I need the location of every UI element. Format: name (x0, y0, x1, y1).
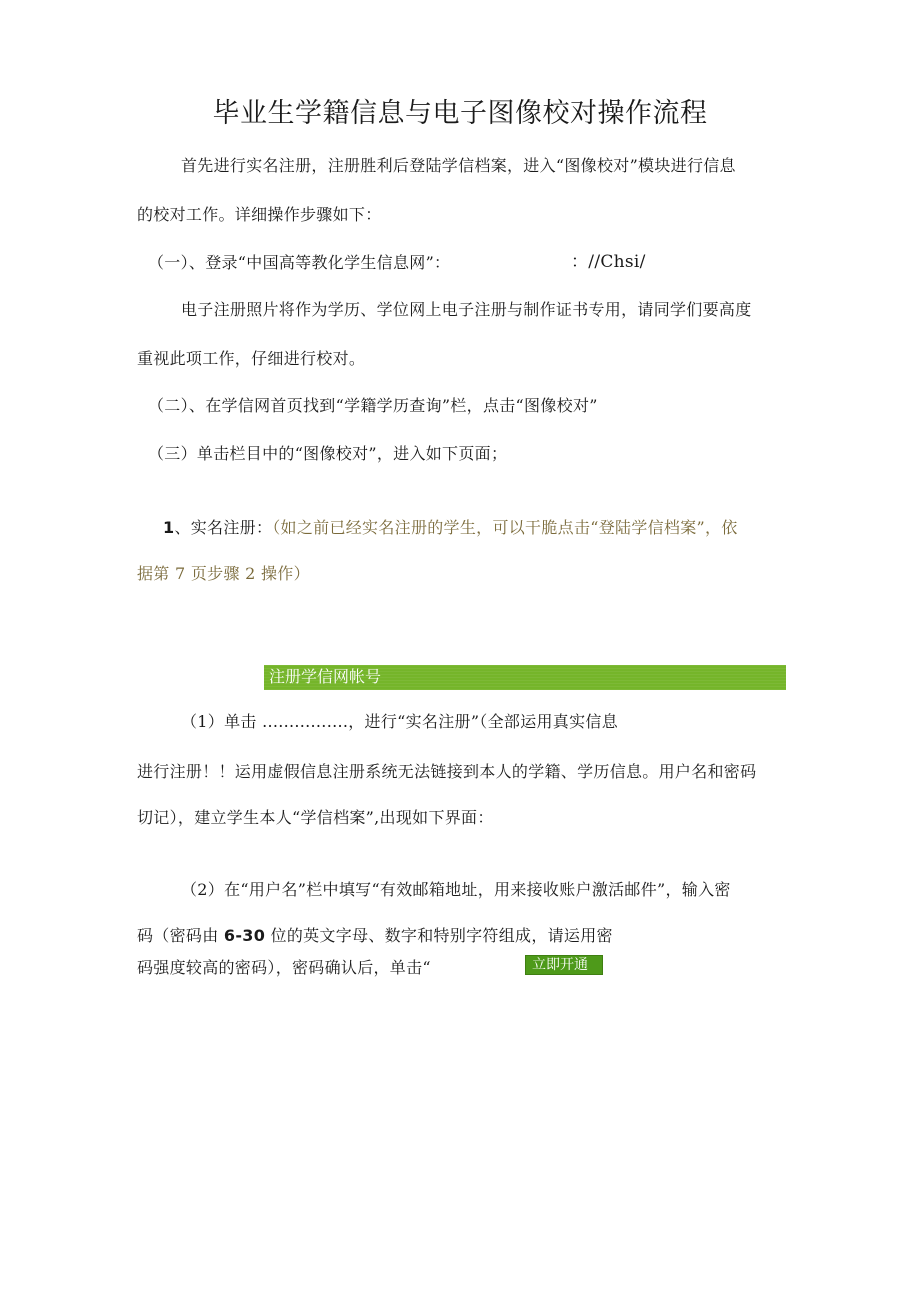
intro-line-2: 的校对工作。详细操作步骤如下： (137, 205, 382, 224)
sub-step-2-line-3: 码强度较高的密码），密码确认后，单击“ (137, 958, 431, 977)
section-1-heading (163, 520, 738, 536)
password-length-range: 6-30 (223, 926, 266, 945)
section-1-label: 、实名注册： (174, 518, 273, 537)
register-account-banner-label: 注册学信网帐号 (269, 667, 382, 686)
sub-step-1-line-2: 进行注册！！运用虚假信息注册系统无法链接到本人的学籍、学历信息。用户名和密码 (137, 762, 757, 781)
photo-note-line-2: 重视此项工作，仔细进行校对。 (137, 349, 366, 368)
step-1-text: （一）、登录“中国高等教化学生信息网”： (148, 253, 451, 272)
sub-step-2-line-2-part-a: 码（密码由 (137, 926, 224, 945)
step-3-text: （三）单击栏目中的“图像校对”，进入如下页面； (148, 444, 508, 463)
page-title: 毕业生学籍信息与电子图像校对操作流程 (212, 98, 708, 129)
open-now-button-label: 立即开通 (532, 957, 588, 973)
section-1-number: 1 (163, 518, 175, 537)
sub-step-2-line-2 (137, 928, 613, 944)
sub-step-1-line-3: 切记），建立学生本人“学信档案”,出现如下界面： (137, 808, 494, 827)
register-account-banner (264, 665, 786, 690)
section-1-note-line-2: 据第 7 页步骤 2 操作） (137, 564, 310, 583)
sub-step-1-line-1: （1）单击 ................，进行“实名注册”（全部运用真实信息 (181, 712, 619, 731)
step-2-text: （二）、在学信网首页找到“学籍学历查询”栏，点击“图像校对” (148, 396, 598, 415)
open-now-button[interactable] (525, 955, 603, 975)
photo-note-line-1: 电子注册照片将作为学历、学位网上电子注册与制作证书专用，请同学们要高度 (181, 300, 752, 319)
sub-step-2-line-2-part-c: 位的英文字母、数字和特别字符组成，请运用密 (265, 926, 613, 945)
sub-step-2-line-1: （2）在“用户名”栏中填写“有效邮箱地址，用来接收账户激活邮件”，输入密 (181, 880, 731, 899)
section-1-note: （如之前已经实名注册的学生，可以干脆点击“登陆学信档案”，依 (272, 518, 738, 537)
step-1-url-link[interactable]: ：//Chsi/ (571, 252, 646, 272)
intro-line-1: 首先进行实名注册，注册胜利后登陆学信档案，进入“图像校对”模块进行信息 (181, 156, 736, 175)
